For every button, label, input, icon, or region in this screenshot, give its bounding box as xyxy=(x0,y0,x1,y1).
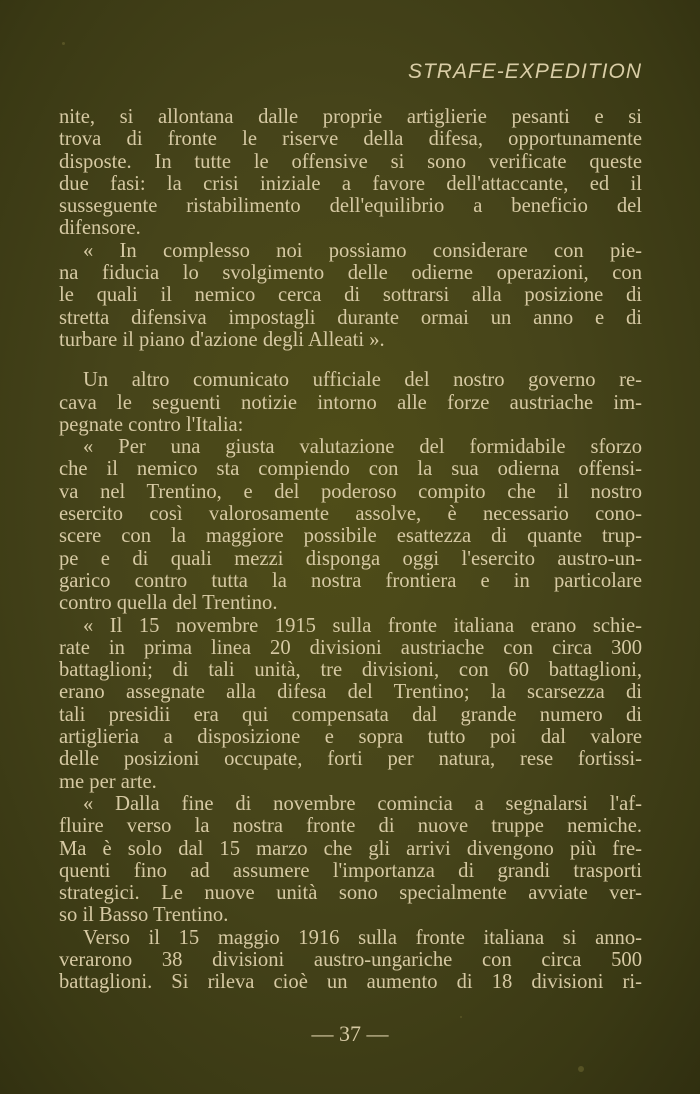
text-line: va nel Trentino, e del poderoso compito che il nostro xyxy=(59,480,642,503)
text-line: disposte. In tutte le offensive si sono verificate queste xyxy=(59,150,642,173)
text-line: na fiducia lo svolgimento delle odierne operazioni, con xyxy=(59,262,642,285)
text-line: battaglioni; di tali unità, tre divisioni, con 60 battaglioni, xyxy=(59,659,642,682)
running-head: STRAFE-EXPEDITION xyxy=(407,60,642,83)
text-line: « In complesso noi possiamo considerare con pie- xyxy=(83,239,642,262)
text-line: pe e di quali mezzi disponga oggi l'esercito austro-un- xyxy=(59,547,642,570)
paper-speck xyxy=(62,42,65,45)
text-line: delle posizioni occupate, forti per natura, rese fortissi- xyxy=(59,748,642,771)
text-line: contro quella del Trentino. xyxy=(59,592,278,615)
text-line: che il nemico sta compiendo con la sua odierna offensi- xyxy=(59,458,642,481)
paragraph xyxy=(59,369,642,436)
text-line: « Per una giusta valutazione del formidabile sforzo xyxy=(83,436,642,459)
text-line: rate in prima linea 20 divisioni austriache con circa 300 xyxy=(59,636,642,659)
paragraph xyxy=(59,927,642,994)
text-line: esercito così valorosamente assolve, è necessario cono- xyxy=(59,503,642,526)
text-line: trova di fronte le riserve della difesa, opportunamente xyxy=(59,128,642,151)
text-line: susseguente ristabilimento dell'equilibrio a beneficio del xyxy=(59,195,642,218)
text-line: battaglioni. Si rileva cioè un aumento di 18 divisioni ri- xyxy=(59,971,642,994)
body-text xyxy=(59,106,642,994)
text-line: fluire verso la nostra fronte di nuove truppe nemiche. xyxy=(59,815,642,838)
text-line: so il Basso Trentino. xyxy=(59,904,229,927)
paragraph xyxy=(59,793,642,927)
text-line: me per arte. xyxy=(59,770,157,793)
paragraph xyxy=(59,615,642,793)
text-line: garico contro tutta la nostra frontiera e in particolare xyxy=(59,569,642,592)
paragraph xyxy=(59,240,642,351)
paragraph xyxy=(59,436,642,614)
text-line: « Dalla fine di novembre comincia a segnalarsi l'af- xyxy=(83,792,642,815)
text-line: quenti fino ad assumere l'importanza di grandi trasporti xyxy=(59,859,642,882)
text-line: erano assegnate alla difesa del Trentino; la scarsezza di xyxy=(59,681,642,704)
text-line: stretta difensiva impostagli durante ormai un anno e di xyxy=(59,306,642,329)
text-line: Un altro comunicato ufficiale del nostro governo re- xyxy=(83,369,642,392)
paper-speck xyxy=(460,1016,462,1018)
text-line: turbare il piano d'azione degli Alleati ». xyxy=(59,328,385,351)
page-number: — 37 — xyxy=(311,1021,389,1046)
text-line: difensore. xyxy=(59,217,141,240)
text-line: Ma è solo dal 15 marzo che gli arrivi divengono più fre- xyxy=(59,837,642,860)
text-line: tali presidii era qui compensata dal grande numero di xyxy=(59,703,642,726)
text-line: le quali il nemico cerca di sottrarsi alla posizione di xyxy=(59,284,642,307)
text-line: cava le seguenti notizie intorno alle forze austriache im- xyxy=(59,391,642,414)
text-line: Verso il 15 maggio 1916 sulla fronte italiana si anno- xyxy=(83,926,642,949)
paper-speck xyxy=(578,1066,584,1072)
text-line: scere con la maggiore possibile esattezza di quante trup- xyxy=(59,525,642,548)
section-gap xyxy=(59,351,642,369)
text-line: due fasi: la crisi iniziale a favore dell'attaccante, ed il xyxy=(59,172,642,195)
text-line: nite, si allontana dalle proprie artiglierie pesanti e si xyxy=(59,106,642,128)
text-line: pegnate contro l'Italia: xyxy=(59,413,244,436)
text-line: verarono 38 divisioni austro-ungariche con circa 500 xyxy=(59,948,642,971)
text-line: strategici. Le nuove unità sono specialmente avviate ver- xyxy=(59,882,642,905)
text-line: artiglieria a disposizione e sopra tutto poi dal valore xyxy=(59,726,642,749)
text-line: « Il 15 novembre 1915 sulla fronte italiana erano schie- xyxy=(83,614,642,637)
paragraph xyxy=(59,106,642,240)
